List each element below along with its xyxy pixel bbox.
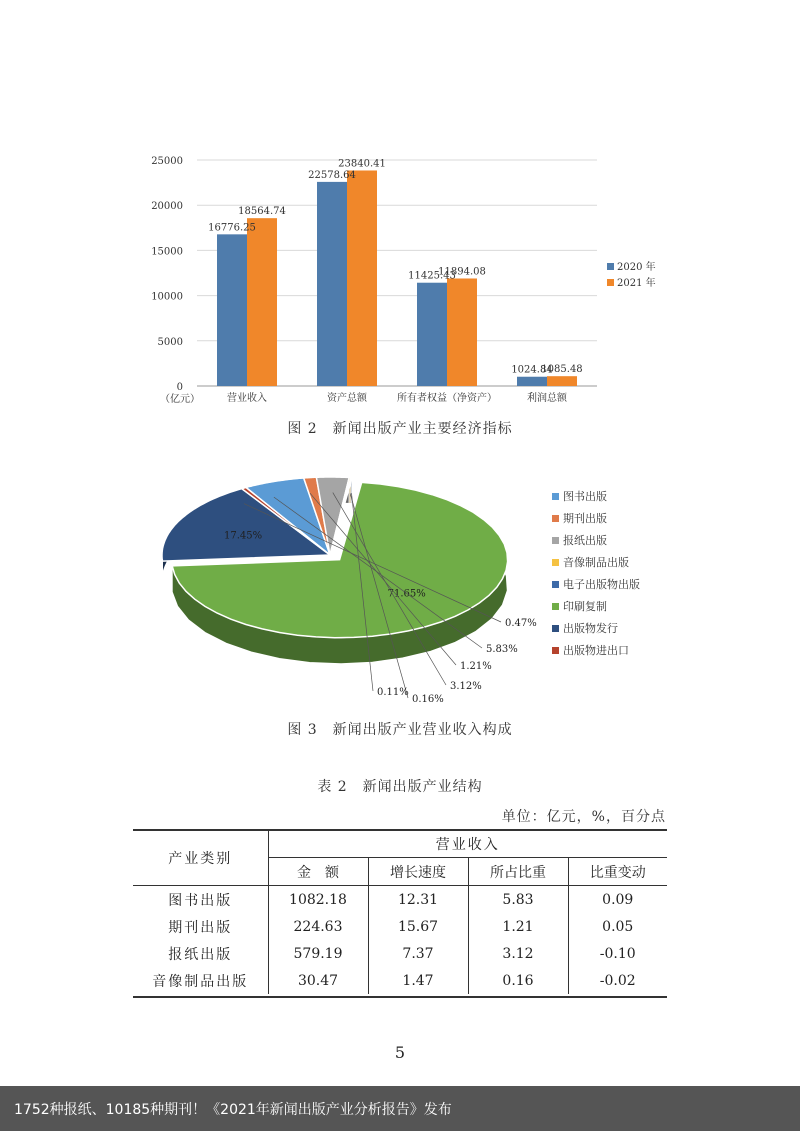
table-header-share: 所占比重 xyxy=(468,858,568,886)
table-row xyxy=(133,913,667,940)
table-cell-value: 224.63 xyxy=(268,913,368,940)
pie-value-label: 0.47% xyxy=(505,618,537,629)
table-cell-value: 30.47 xyxy=(268,967,368,994)
pie-value-label: 1.21% xyxy=(460,661,492,672)
table-cell-value: 579.19 xyxy=(268,940,368,967)
bar xyxy=(317,182,347,386)
table-cell-value: -0.02 xyxy=(599,972,636,989)
bar xyxy=(417,283,447,386)
table-cell-value: 1082.18 xyxy=(268,886,368,914)
pie-value-label: 71.65% xyxy=(387,588,426,600)
legend-label: 出版物进出口 xyxy=(563,644,629,657)
y-tick-label: 10000 xyxy=(151,291,183,303)
legend-swatch xyxy=(552,559,559,566)
y-tick-label: 5000 xyxy=(157,336,183,348)
bar-value-label: 11425.43 xyxy=(408,270,456,282)
table-cell-value: 7.37 xyxy=(368,940,468,967)
legend-label: 音像制品出版 xyxy=(563,556,629,569)
table-cell-category: 期刊出版 xyxy=(133,913,268,940)
table-bottom-rule xyxy=(133,996,667,998)
legend-swatch xyxy=(552,493,559,500)
legend-label: 印刷复制 xyxy=(563,600,607,613)
legend-swatch xyxy=(607,279,614,286)
legend-swatch xyxy=(552,515,559,522)
bar-value-label: 1085.48 xyxy=(541,364,583,376)
y-tick-label: 25000 xyxy=(151,156,183,167)
y-axis-unit: （亿元） xyxy=(160,394,200,405)
pie-value-label: 5.83% xyxy=(486,644,518,655)
banner-text: 1752种报纸、10185种期刊！《2021年新闻出版产业分析报告》发布 xyxy=(14,1102,452,1118)
legend-swatch xyxy=(552,603,559,610)
caption-banner xyxy=(0,1086,800,1131)
table-row xyxy=(133,940,667,967)
legend-swatch xyxy=(552,647,559,654)
bar-value-label: 1024.84 xyxy=(511,364,553,376)
table-cell-value: 12.31 xyxy=(368,886,468,914)
figure3-pie-chart xyxy=(0,470,800,710)
y-tick-label: 0 xyxy=(176,382,183,393)
y-tick-label: 20000 xyxy=(151,201,183,213)
bar xyxy=(547,376,577,386)
table-cell-value: 1.47 xyxy=(368,967,468,994)
table-header-share-change: 比重变动 xyxy=(568,858,667,886)
legend-swatch xyxy=(607,263,614,270)
table-cell-value: 3.12 xyxy=(468,940,568,967)
table-cell-value: 0.09 xyxy=(602,891,634,908)
bar-value-label: 11894.08 xyxy=(438,266,486,278)
table-cell-value: 1.21 xyxy=(468,913,568,940)
table-cell-category: 图书出版 xyxy=(133,886,268,914)
legend-swatch xyxy=(552,581,559,588)
table-header-amount: 金 额 xyxy=(268,858,368,886)
y-tick-label: 15000 xyxy=(151,246,183,258)
table-cell-value: 0.16 xyxy=(468,967,568,994)
bar xyxy=(217,234,247,386)
bar-value-label: 18564.74 xyxy=(238,206,286,218)
table-row xyxy=(133,967,667,994)
pie-value-label: 3.12% xyxy=(450,681,482,692)
table2 xyxy=(133,830,667,994)
pie-value-label: 0.16% xyxy=(412,694,444,705)
table-header-growth: 增长速度 xyxy=(368,858,468,886)
table-cell-value: 0.05 xyxy=(602,918,634,935)
figure2-caption: 图 2 新闻出版产业主要经济指标 xyxy=(287,421,513,437)
legend-label: 出版物发行 xyxy=(563,622,618,635)
legend-swatch xyxy=(552,537,559,544)
bar xyxy=(517,377,547,386)
table-cell-value: -0.10 xyxy=(599,945,636,962)
table-header-category: 产业类别 xyxy=(133,830,268,886)
bar-value-label: 23840.41 xyxy=(338,158,386,170)
legend-label: 2020 年 xyxy=(617,262,656,273)
bar-value-label: 16776.25 xyxy=(208,222,256,234)
legend-label: 图书出版 xyxy=(563,490,607,503)
table-cell-value: 5.83 xyxy=(468,886,568,914)
legend-label: 电子出版物出版 xyxy=(563,578,640,591)
page-number: 5 xyxy=(394,1043,406,1062)
bar-value-label: 22578.64 xyxy=(308,169,356,181)
pie-value-label: 0.11% xyxy=(377,687,409,698)
figure2-bar-chart xyxy=(0,0,800,420)
legend-label: 期刊出版 xyxy=(563,512,607,525)
x-tick-label: 营业收入 xyxy=(227,393,267,404)
table-header-group: 营业收入 xyxy=(268,830,667,858)
x-tick-label: 资产总额 xyxy=(327,393,367,404)
table-cell-category: 报纸出版 xyxy=(133,940,268,967)
legend-label: 2021 年 xyxy=(617,278,656,289)
table-cell-value: 15.67 xyxy=(368,913,468,940)
bar xyxy=(347,170,377,386)
bar xyxy=(247,218,277,386)
legend-swatch xyxy=(552,625,559,632)
legend-label: 报纸出版 xyxy=(563,534,607,547)
x-tick-label: 利润总额 xyxy=(527,393,567,404)
table2-title: 表 2 新闻出版产业结构 xyxy=(317,779,483,795)
table-cell-category: 音像制品出版 xyxy=(133,967,268,994)
x-tick-label: 所有者权益（净资产） xyxy=(397,393,497,404)
pie-value-label: 17.45% xyxy=(224,530,263,542)
bar xyxy=(447,278,477,386)
table2-unit: 单位：亿元，%，百分点 xyxy=(501,809,666,825)
table-row xyxy=(133,886,667,914)
figure3-caption: 图 3 新闻出版产业营业收入构成 xyxy=(287,722,513,738)
